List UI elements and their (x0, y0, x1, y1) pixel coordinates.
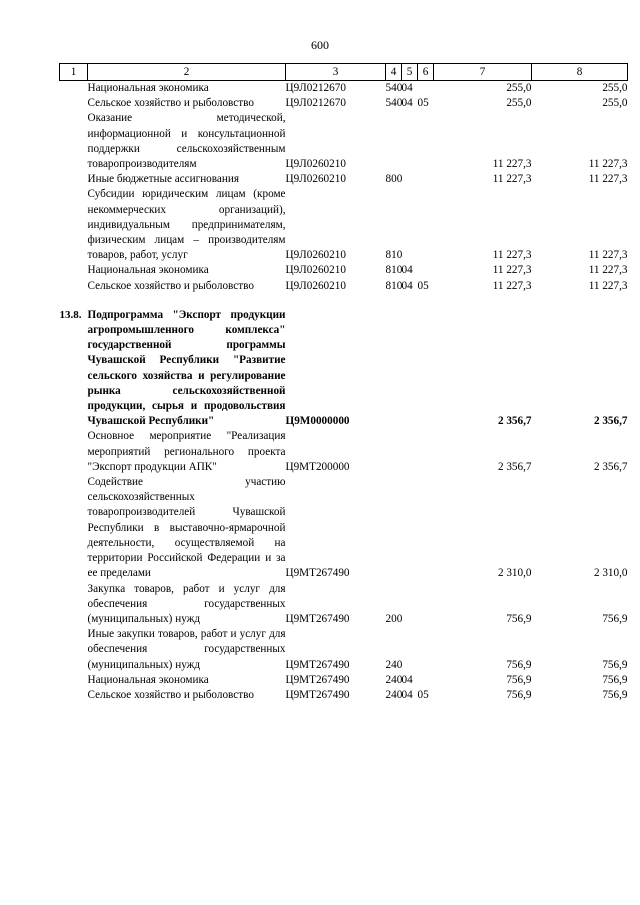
table-row (60, 429, 628, 475)
row-number (60, 688, 88, 703)
row-code: Ц9МТ267490 (285, 673, 350, 686)
row-amount-col8: 255,0 (602, 97, 628, 110)
table-row (60, 111, 628, 172)
table-row (60, 263, 628, 278)
row-amount-col7: 11 227,3 (492, 158, 532, 171)
table-row (60, 308, 628, 430)
row-amount-col7: 756,9 (506, 688, 532, 701)
row-section: 04 (401, 82, 413, 94)
row-name: Закупка товаров, работ и услуг для обеспечения государственных (муниципальных) нужд (87, 582, 286, 625)
table-row (60, 172, 628, 187)
row-code: Ц9МТ267490 (285, 688, 350, 701)
table-body (60, 81, 628, 704)
row-section (402, 172, 418, 187)
row-name: Сельское хозяйство и рыболовство (87, 97, 254, 110)
row-number (60, 81, 88, 97)
page-number: 600 (311, 38, 329, 52)
row-code: Ц9Л0260210 (285, 249, 346, 262)
row-subsection (418, 263, 434, 278)
row-expense-type: 810 (385, 264, 403, 277)
row-subsection (418, 172, 434, 187)
row-section: 04 (401, 279, 413, 292)
row-section: 04 (401, 264, 413, 277)
row-expense-type: 540 (385, 82, 403, 94)
row-number (60, 263, 88, 278)
row-number: 13.8. (59, 308, 82, 321)
row-name: Оказание методической, информационной и консультационной поддержки сельскохозяйственным товаропроизводителям (87, 112, 286, 171)
row-code: Ц9МТ267490 (285, 658, 350, 671)
row-code: Ц9Л0260210 (285, 279, 346, 292)
row-amount-col8: 2 356,7 (593, 415, 628, 428)
row-subsection (418, 111, 434, 172)
spacer-cell (60, 294, 628, 308)
row-section: 04 (401, 688, 413, 701)
row-expense-type: 240 (385, 658, 403, 671)
row-name: Национальная экономика (87, 264, 209, 277)
row-section: 04 (401, 673, 413, 686)
row-amount-col7: 756,9 (506, 612, 532, 625)
row-amount-col7: 11 227,3 (492, 249, 532, 262)
row-name: Иные закупки товаров, работ и услуг для обеспечения государственных (муниципальных) нужд (87, 628, 286, 671)
row-amount-col8: 11 227,3 (588, 173, 628, 186)
row-name: Подпрограмма "Экспорт продукции агропромышленного комплекса" государственной программы Чувашской Республики "Развитие сельского хозяйства и регулирование рынка сельскохозяйственной продукции, сырья и продовольствия Чувашской Республики" (87, 308, 286, 428)
row-expense-type (386, 111, 402, 172)
row-expense-type (386, 429, 402, 475)
column-header: 1 (60, 64, 88, 81)
table-row (60, 582, 628, 628)
row-name: Иные бюджетные ассигнования (87, 173, 239, 186)
row-number (60, 627, 88, 673)
row-number (60, 96, 88, 111)
row-subsection (418, 81, 434, 97)
row-number (60, 582, 88, 628)
column-header: 6 (418, 64, 434, 81)
column-header: 2 (88, 64, 286, 81)
row-amount-col7: 756,9 (506, 658, 532, 671)
row-section (402, 627, 418, 673)
row-section (402, 111, 418, 172)
row-subsection (418, 429, 434, 475)
table-row (60, 279, 628, 294)
row-amount-col7: 11 227,3 (492, 279, 532, 292)
row-section (402, 429, 418, 475)
row-subsection (418, 582, 434, 628)
table-row (60, 627, 628, 673)
row-amount-col8: 11 227,3 (588, 249, 628, 262)
row-subsection (418, 187, 434, 263)
row-name: Сельское хозяйство и рыболовство (87, 688, 254, 701)
row-expense-type: 540 (385, 97, 403, 110)
table-row (60, 673, 628, 688)
row-amount-col8: 2 356,7 (593, 460, 628, 473)
column-header: 7 (434, 64, 532, 81)
row-expense-type: 810 (385, 249, 403, 262)
row-number (60, 279, 88, 294)
row-code: Ц9МТ200000 (285, 460, 350, 473)
table-row (60, 475, 628, 581)
row-code: Ц9МТ267490 (285, 567, 350, 580)
row-amount-col7: 2 356,7 (497, 415, 532, 428)
row-amount-col7: 2 310,0 (497, 567, 532, 580)
row-amount-col8: 255,0 (602, 82, 628, 94)
row-code: Ц9Л0260210 (285, 173, 346, 186)
row-number (60, 475, 88, 581)
budget-table (59, 63, 628, 703)
row-amount-col7: 255,0 (506, 97, 532, 110)
row-name: Сельское хозяйство и рыболовство (87, 279, 254, 292)
row-expense-type: 200 (385, 612, 403, 625)
row-expense-type: 810 (385, 279, 403, 292)
row-amount-col8: 756,9 (602, 688, 628, 701)
row-code: Ц9М0000000 (285, 415, 350, 428)
row-amount-col7: 2 356,7 (497, 460, 532, 473)
row-number (60, 429, 88, 475)
row-spacer (60, 294, 628, 308)
row-subsection: 05 (417, 97, 429, 110)
row-section (402, 308, 418, 430)
row-section (402, 475, 418, 581)
row-amount-col8: 11 227,3 (588, 279, 628, 292)
row-subsection (418, 475, 434, 581)
row-code: Ц9Л0212670 (285, 97, 346, 110)
row-number (60, 111, 88, 172)
row-subsection: 05 (417, 688, 429, 701)
row-amount-col8: 756,9 (602, 658, 628, 671)
row-expense-type: 240 (385, 688, 403, 701)
row-code: Ц9Л0260210 (285, 264, 346, 277)
row-subsection (418, 627, 434, 673)
row-amount-col8: 756,9 (602, 673, 628, 686)
row-number (60, 673, 88, 688)
row-amount-col8: 11 227,3 (588, 158, 628, 171)
row-name: Национальная экономика (87, 673, 209, 686)
column-header: 5 (402, 64, 418, 81)
row-name: Национальная экономика (87, 82, 209, 94)
row-expense-type: 240 (385, 673, 403, 686)
row-amount-col8: 2 310,0 (593, 567, 628, 580)
row-expense-type (386, 475, 402, 581)
column-header: 8 (532, 64, 628, 81)
row-number (60, 172, 88, 187)
row-amount-col7: 756,9 (506, 673, 532, 686)
row-code: Ц9Л0212670 (285, 82, 346, 94)
table-header-row (60, 64, 628, 81)
table-row (60, 187, 628, 263)
table-row (60, 688, 628, 703)
row-section: 04 (401, 97, 413, 110)
row-amount-col7: 11 227,3 (492, 264, 532, 277)
row-code: Ц9Л0260210 (285, 158, 346, 171)
row-amount-col8: 11 227,3 (588, 264, 628, 277)
row-amount-col7: 255,0 (506, 82, 532, 94)
row-subsection: 05 (417, 279, 429, 292)
row-name: Содействие участию сельскохозяйственных товаропроизводителей Чувашской Республики в выставочно-ярмарочной деятельности, осуществляемой на территории Российской Федерации и за ее пределами (87, 476, 286, 580)
row-amount-col7: 11 227,3 (492, 173, 532, 186)
row-expense-type: 800 (385, 173, 403, 186)
row-code: Ц9МТ267490 (285, 612, 350, 625)
column-header: 3 (286, 64, 386, 81)
row-expense-type (386, 308, 402, 430)
row-section (402, 187, 418, 263)
row-section (402, 582, 418, 628)
row-subsection (418, 308, 434, 430)
table-row (60, 81, 628, 97)
row-name: Основное мероприятие "Реализация мероприятий регионального проекта "Экспорт продукции АПК" (87, 430, 286, 473)
table-row (60, 96, 628, 111)
row-subsection (418, 673, 434, 688)
row-amount-col8: 756,9 (602, 612, 628, 625)
row-number (60, 187, 88, 263)
column-header: 4 (386, 64, 402, 81)
row-name: Субсидии юридическим лицам (кроме некоммерческих организаций), индивидуальным предпринимателям, физическим лицам – производителям товаров, работ, услуг (87, 188, 286, 262)
